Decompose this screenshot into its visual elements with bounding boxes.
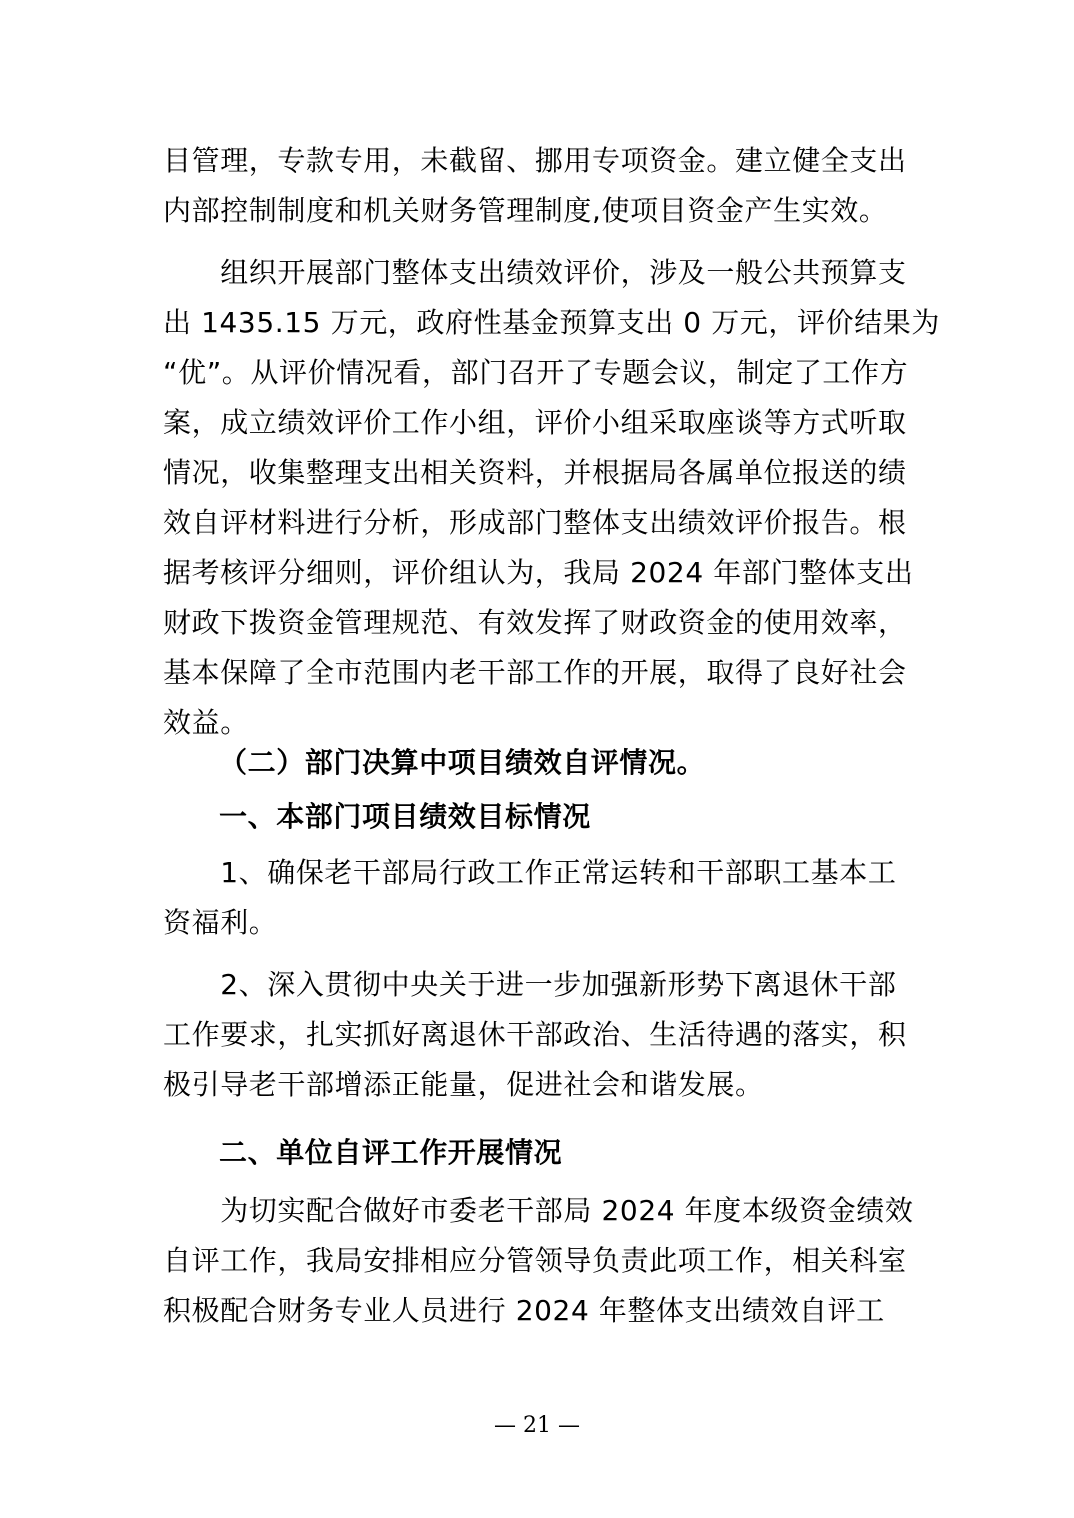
text-line: 2、深入贯彻中央关于进一步加强新形势下离退休干部	[163, 968, 897, 1001]
text-line: 自评工作，我局安排相应分管领导负责此项工作，相关科室	[163, 1244, 907, 1277]
paragraph-self-evaluation-work	[163, 1186, 913, 1336]
list-item-1	[163, 848, 913, 948]
section-heading-performance-targets: 一、本部门项目绩效目标情况	[219, 800, 591, 833]
paragraph-fund-management	[163, 136, 913, 236]
text-line: 1、确保老干部局行政工作正常运转和干部职工基本工	[163, 856, 897, 889]
text-line: 效自评材料进行分析，形成部门整体支出绩效评价报告。根	[163, 506, 907, 539]
section-heading-self-evaluation-work: 二、单位自评工作开展情况	[219, 1136, 563, 1169]
text-line: 基本保障了全市范围内老干部工作的开展，取得了良好社会	[163, 656, 907, 689]
text-line: 为切实配合做好市委老干部局 2024 年度本级资金绩效	[163, 1194, 914, 1227]
text-line: 工作要求，扎实抓好离退休干部政治、生活待遇的落实，积	[163, 1018, 907, 1051]
paragraph-overall-evaluation	[163, 248, 941, 748]
text-line: 积极配合财务专业人员进行 2024 年整体支出绩效自评工	[163, 1294, 885, 1327]
section-heading-project-self-evaluation: （二）部门决算中项目绩效自评情况。	[219, 746, 706, 779]
text-line: 情况，收集整理支出相关资料，并根据局各属单位报送的绩	[163, 456, 907, 489]
text-line: 极引导老干部增添正能量，促进社会和谐发展。	[163, 1068, 764, 1101]
text-line: 财政下拨资金管理规范、有效发挥了财政资金的使用效率，	[163, 606, 907, 639]
text-line: 案，成立绩效评价工作小组，评价小组采取座谈等方式听取	[163, 406, 907, 439]
text-line: 目管理，专款专用，未截留、挪用专项资金。建立健全支出	[163, 144, 907, 177]
text-line: 组织开展部门整体支出绩效评价，涉及一般公共预算支	[163, 256, 907, 289]
text-line: 内部控制制度和机关财务管理制度,使项目资金产生实效。	[163, 194, 888, 227]
text-line: “优”。从评价情况看，部门召开了专题会议，制定了工作方	[163, 356, 909, 389]
text-line: 据考核评分细则，评价组认为，我局 2024 年部门整体支出	[163, 556, 914, 589]
text-line: 效益。	[163, 706, 249, 739]
list-item-2	[163, 960, 913, 1110]
page-number: — 21 —	[494, 1413, 580, 1438]
text-line: 出 1435.15 万元，政府性基金预算支出 0 万元，评价结果为	[163, 306, 941, 339]
text-line: 资福利。	[163, 906, 278, 939]
